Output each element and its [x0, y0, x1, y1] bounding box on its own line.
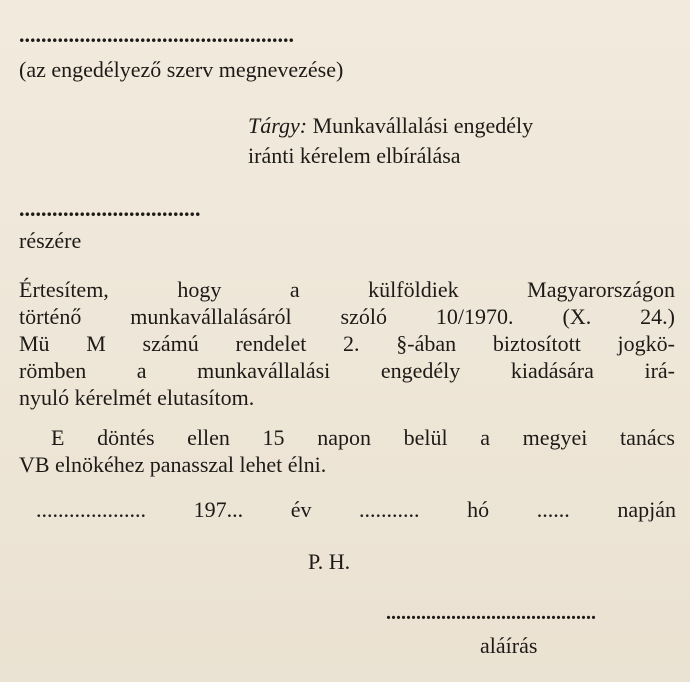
body-line: Mü M számú rendelet 2. §-ában biztosított jogkö-	[19, 331, 675, 356]
recipient-suffix: részére	[19, 228, 82, 253]
date-ho-label: hó	[467, 497, 490, 522]
signature-dots: ..........................................	[386, 602, 596, 624]
date-year: 197...	[193, 497, 244, 522]
subject-label: Tárgy:	[248, 113, 308, 138]
recipient-dots: .................................	[19, 196, 201, 221]
subject-text-1: Munkavállalási engedély	[307, 113, 534, 138]
date-day-dots: ......	[536, 497, 570, 522]
date-month-dots: ...........	[359, 497, 420, 522]
org-name-dots: ..................................................	[19, 22, 294, 47]
body-line: történő munkavállalásáról szóló 10/1970. (X. 24.)	[19, 304, 675, 329]
appeal-line: VB elnökéhez panasszal lehet élni.	[19, 452, 327, 477]
body-line: römben a munkavállalási engedély kiadására irá-	[19, 358, 675, 383]
date-place-dots: ....................	[36, 497, 146, 522]
subject-line-1	[248, 112, 533, 139]
body-line: Értesítem, hogy a külföldiek Magyarországon	[19, 277, 675, 302]
body-line: nyuló kérelmét elutasítom.	[19, 385, 255, 410]
date-line	[36, 496, 676, 523]
org-name-caption: (az engedélyező szerv megnevezése)	[19, 57, 344, 82]
signature-label: aláírás	[480, 633, 538, 658]
appeal-paragraph	[19, 424, 675, 478]
decision-paragraph	[19, 276, 675, 411]
appeal-line: E döntés ellen 15 napon belül a megyei tanács	[51, 425, 675, 450]
date-napjan-label: napján	[617, 497, 676, 522]
subject-line-2: iránti kérelem elbírálása	[248, 143, 461, 168]
date-ev-label: év	[290, 497, 312, 522]
stamp-placeholder: P. H.	[308, 549, 351, 574]
